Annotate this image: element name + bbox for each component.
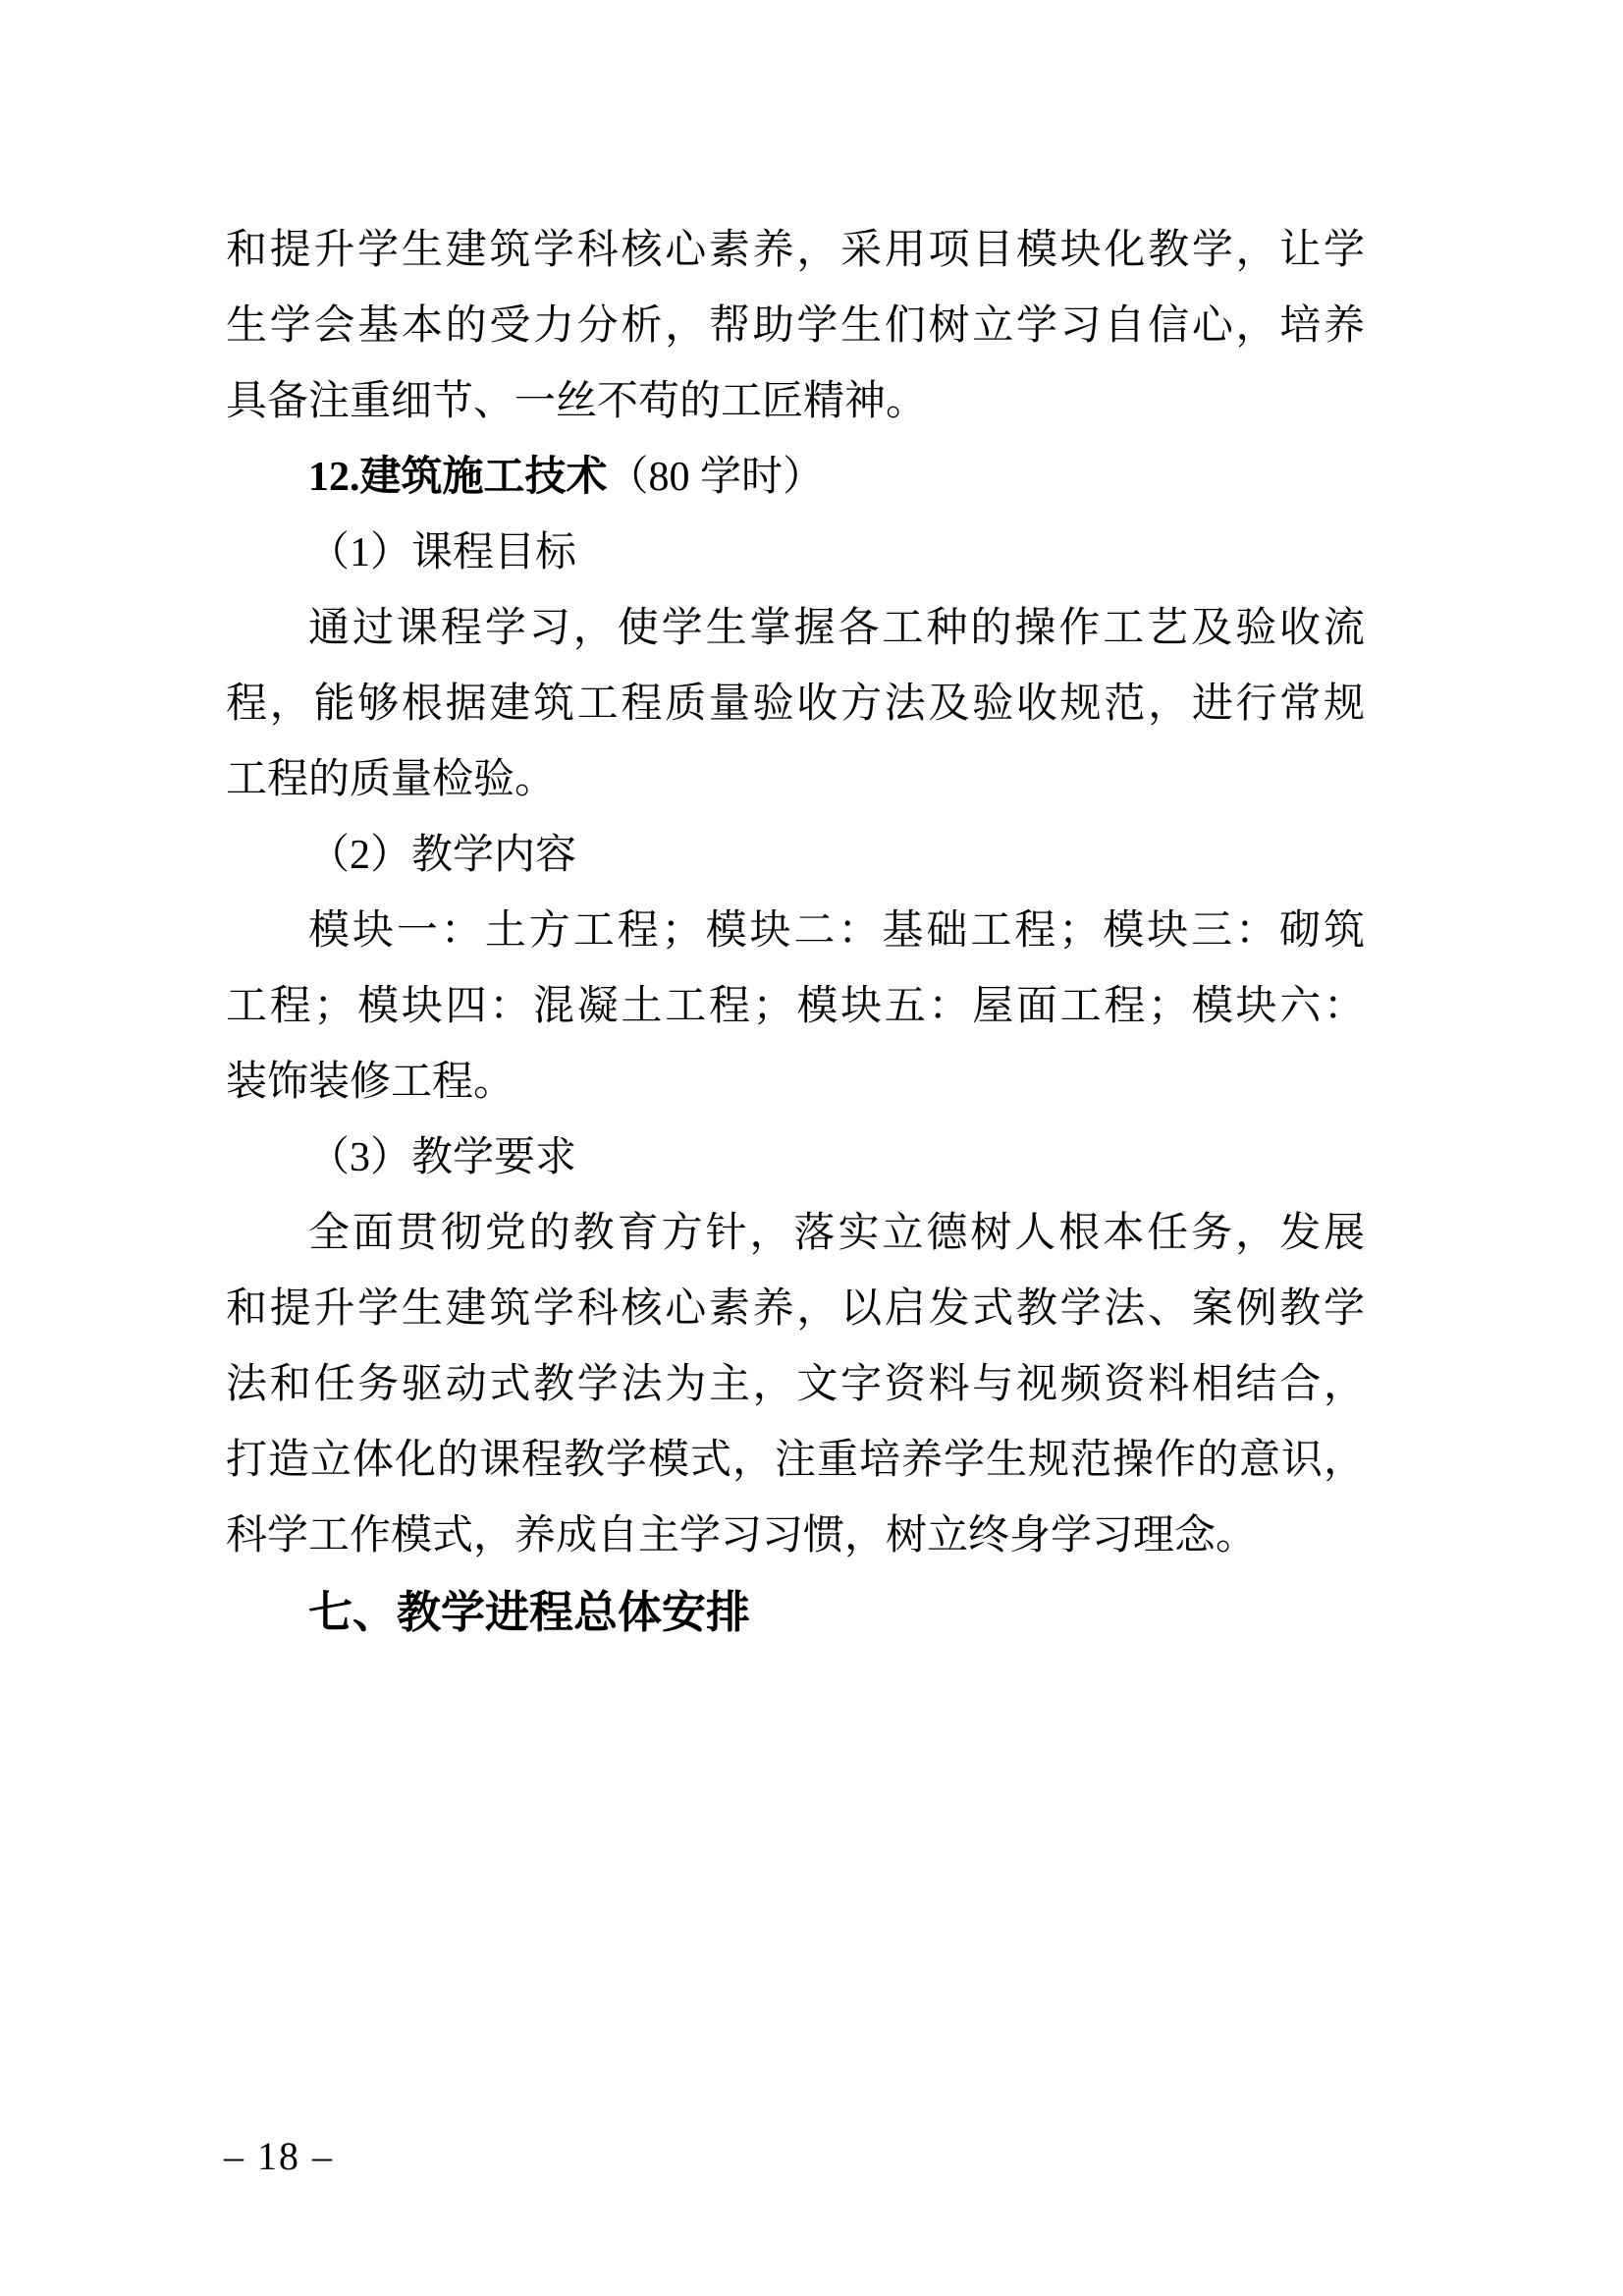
text-run: 装饰装修工程。 — [226, 1060, 515, 1105]
text-line — [226, 1045, 1365, 1121]
text-line — [226, 289, 1365, 364]
bold-text-run: 12.建筑施工技术 — [308, 455, 608, 500]
text-line — [226, 1272, 1365, 1347]
text-run: 法和任务驱动式教学法为主，文字资料与视频资料相结合， — [226, 1362, 1365, 1407]
text-run: 程，能够根据建筑工程质量验收方法及验收规范，进行常规 — [226, 682, 1365, 727]
text-run: 生学会基本的受力分析，帮助学生们树立学习自信心，培养 — [226, 303, 1365, 349]
text-line — [226, 894, 1365, 969]
text-line — [226, 516, 1365, 591]
section-heading — [226, 1574, 1365, 1650]
text-run: 工程；模块四：混凝土工程；模块五：屋面工程；模块六： — [226, 984, 1365, 1029]
page-number: – 18 – — [224, 2134, 334, 2178]
text-run: （2）教学内容 — [308, 833, 577, 878]
text-line — [226, 1423, 1365, 1499]
text-line — [226, 742, 1365, 818]
text-line — [226, 213, 1365, 289]
text-line — [226, 818, 1365, 894]
text-run: 通过课程学习，使学生掌握各工种的操作工艺及验收流 — [308, 606, 1365, 651]
text-line — [226, 1121, 1365, 1196]
text-run: 模块一：土方工程；模块二：基础工程；模块三：砌筑 — [308, 908, 1365, 954]
text-line — [226, 364, 1365, 440]
text-line — [226, 1196, 1365, 1272]
text-run: （1）课程目标 — [308, 530, 577, 575]
text-run: 和提升学生建筑学科核心素养，以启发式教学法、案例教学 — [226, 1286, 1365, 1332]
text-run: （3）教学要求 — [308, 1135, 577, 1180]
text-line — [226, 591, 1365, 667]
text-run: 七、教学进程总体安排 — [308, 1587, 751, 1637]
text-line — [226, 440, 1365, 516]
text-line — [226, 1347, 1365, 1423]
text-run: 和提升学生建筑学科核心素养，采用项目模块化教学，让学 — [226, 228, 1365, 273]
text-run: 打造立体化的课程教学模式，注重培养学生规范操作的意识， — [226, 1438, 1365, 1483]
text-run: 具备注重细节、一丝不苟的工匠精神。 — [226, 379, 928, 424]
text-run: （80 学时） — [607, 455, 825, 500]
document-body — [226, 213, 1365, 1650]
text-run: 科学工作模式，养成自主学习习惯，树立终身学习理念。 — [226, 1513, 1258, 1558]
text-line — [226, 969, 1365, 1045]
text-run: 工程的质量检验。 — [226, 757, 557, 802]
text-run: 全面贯彻党的教育方针，落实立德树人根本任务，发展 — [308, 1211, 1365, 1256]
text-line — [226, 667, 1365, 742]
text-line — [226, 1499, 1365, 1574]
